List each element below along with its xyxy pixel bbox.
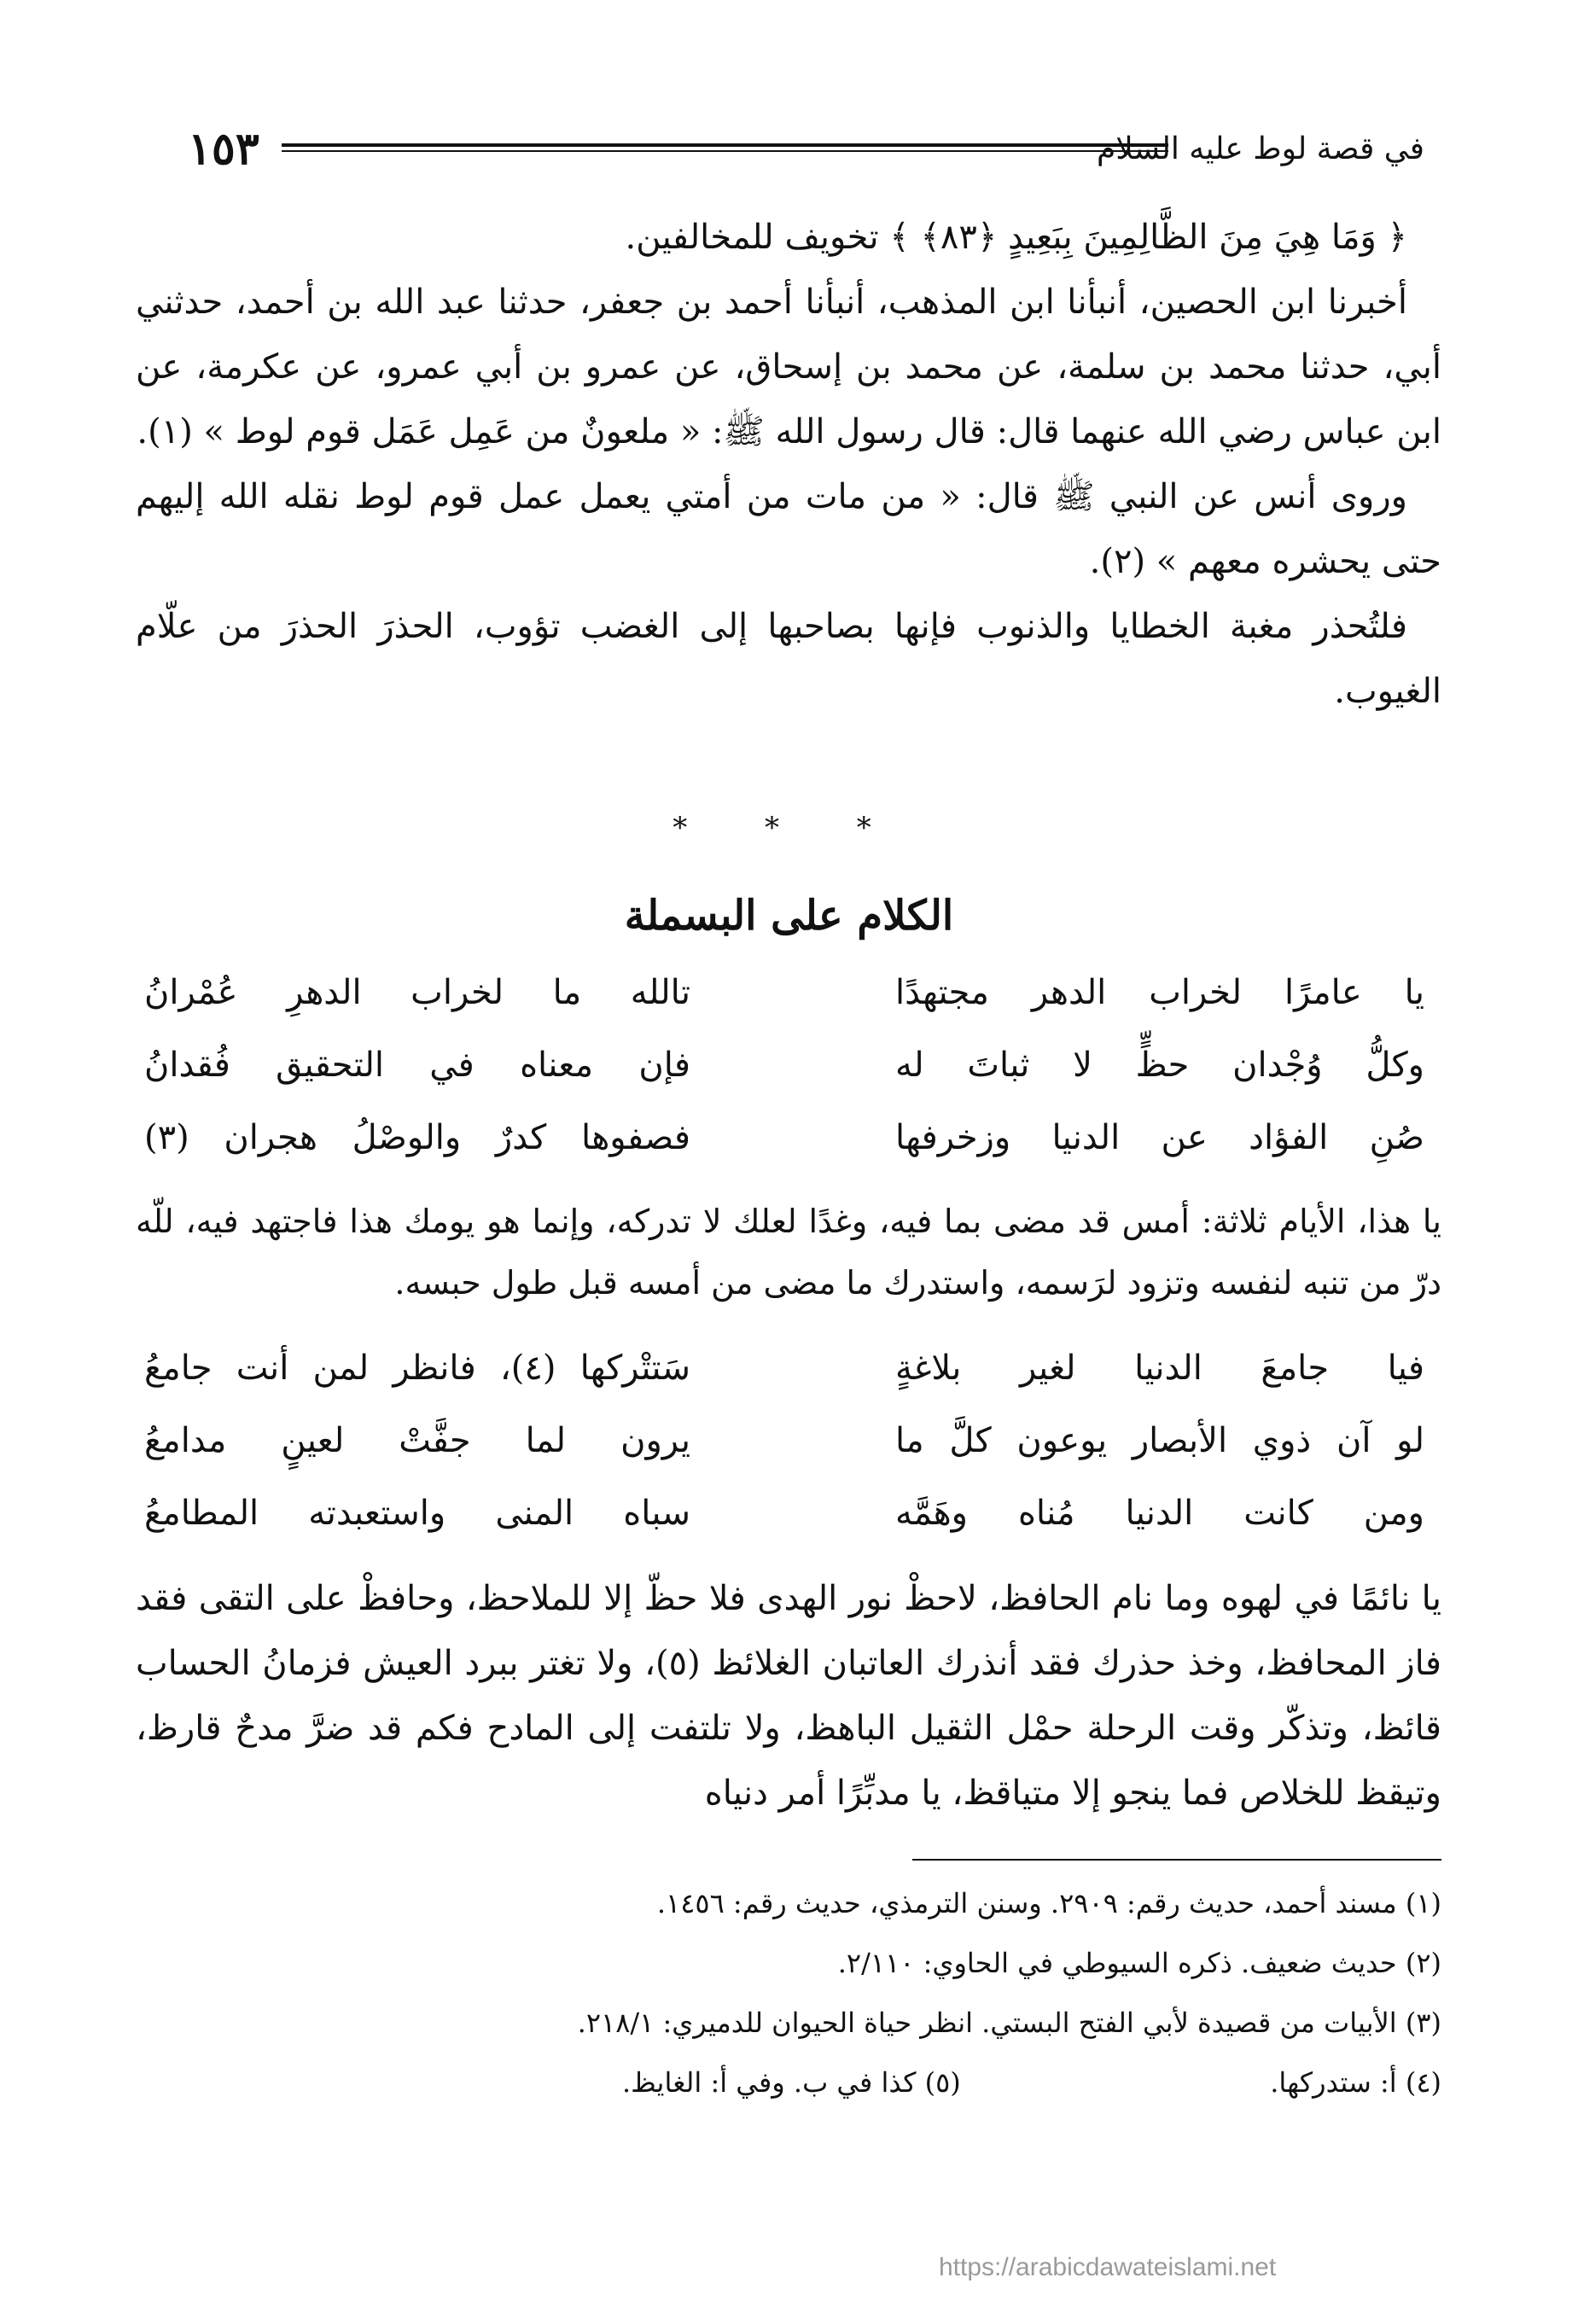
section-separator: * * *: [673, 811, 905, 845]
footnote-2: (٢) حديث ضعيف. ذكره السيوطي في الحاوي: ٢/١١٠.: [837, 1947, 1441, 1979]
verse-first-hemistich: صُنِ الفؤاد عن الدنيا وزخرفها: [895, 1118, 1424, 1157]
verse-line: [144, 973, 1424, 1041]
verse-second-hemistich: تالله ما لخراب الدهرِ عُمْرانُ: [144, 973, 690, 1012]
verse-second-hemistich: سَتتْركها (٤)، فانظر لمن أنت جامعُ: [144, 1348, 690, 1388]
page-header: [188, 123, 1424, 179]
verse-second-hemistich: سباه المنى واستعبدته المطامعُ: [144, 1494, 690, 1533]
hadith-chain-paragraph: أخبرنا ابن الحصين، أنبأنا ابن المذهب، أنبأنا أحمد بن جعفر، حدثنا عبد الله بن أحمد، حدثني أبي، حدثنا محمد بن سلمة، عن محمد بن إسحاق، عن عمرو بن أبي عمرو، عن عكرمة، عن ابن عباس رضي الله عنهما قال: قال رسول الله ﷺ: « ملعونٌ من عَمِل عَمَل قوم لوط » (١).: [136, 282, 1441, 451]
verse-first-hemistich: فيا جامعَ الدنيا لغير بلاغةٍ: [895, 1348, 1424, 1388]
verse-first-hemistich: يا عامرًا لخراب الدهر مجتهدًا: [895, 973, 1424, 1012]
text-block-bottom: [136, 1566, 1441, 1826]
text-block-top: [136, 205, 1441, 724]
verse-line: [144, 1421, 1424, 1489]
verse-first-hemistich: وكلُّ وُجْدان حظٍّ لا ثباتَ له: [895, 1046, 1424, 1085]
verse-second-hemistich: فصفوها كدرٌ والوصْلُ هجران (٣): [144, 1118, 690, 1157]
verse-first-hemistich: لو آن ذوي الأبصار يوعون كلَّ ما: [895, 1421, 1424, 1460]
verse-line: [144, 1348, 1424, 1417]
sleeper-paragraph: يا نائمًا في لهوه وما نام الحافظ، لاحظْ نور الهدى فلا حظّ إلا للملاحظ، وحافظْ على التقى فقد فاز المحافظ، وخذ حذرك فقد أنذرك العاتبان الغلائظ (٥)، ولا تغتر ببرد العيش فزمانُ الحساب قائظ، وتذكّر وقت الرحلة حمْل الثقيل الباهظ، ولا تلتفت إلى المادح فكم قد ضرَّ مدحٌ قارظ، وتيقظ للخلاص فما ينجو إلا متياقظ، يا مدبِّرًا أمر دنياه: [136, 1579, 1441, 1813]
verse-first-hemistich: ومن كانت الدنيا مُناه وهَمَّه: [895, 1494, 1424, 1533]
verse-second-hemistich: يرون لما جفَّتْ لعينٍ مدامعُ: [144, 1421, 690, 1460]
footnote-4: (٤) أ: ستدركها.: [1270, 2066, 1441, 2099]
verse-line: [144, 1118, 1424, 1186]
footnotes: [144, 1873, 1441, 2112]
anas-hadith-paragraph: وروى أنس عن النبي ﷺ قال: « من مات من أمتي يعمل عمل قوم لوط نقله الله إليهم حتى يحشره معهم » (٢).: [136, 477, 1441, 581]
warning-paragraph: فلتُحذر مغبة الخطايا والذنوب فإنها بصاحبها إلى الغضب تؤوب، الحذرَ الحذرَ من علّام الغيوب.: [136, 607, 1441, 711]
section-heading: الكلام على البسملة: [624, 892, 954, 940]
three-days-paragraph: يا هذا، الأيام ثلاثة: أمس قد مضى بما فيه، وغدًا لعلك لا تدركه، وإنما هو يومك هذا فاجتهد فيه، للّه درّ من تنبه لنفسه وتزود لرَسمه، واستدرك ما مضى من أمسه قبل طول حبسه.: [136, 1203, 1441, 1302]
page-number: ١٥٣: [188, 123, 259, 175]
verse-line: [144, 1046, 1424, 1114]
verse-second-hemistich: فإن معناه في التحقيق فُقدانُ: [144, 1046, 690, 1085]
running-title: في قصة لوط عليه السلام: [1097, 131, 1424, 166]
footnote-1: (١) مسند أحمد، حديث رقم: ٢٩٠٩. وسنن الترمذي، حديث رقم: ١٤٥٦.: [656, 1887, 1441, 1919]
footnote-3: (٣) الأبيات من قصيدة لأبي الفتح البستي. انظر حياة الحيوان للدميري: ٢١٨/١.: [577, 2007, 1441, 2039]
footnote-rule: [912, 1859, 1441, 1861]
watermark-url: https://arabicdawateislami.net: [939, 2253, 1277, 2281]
text-block-middle: [136, 1191, 1441, 1313]
footnote-row-4-5: [144, 2053, 1441, 2112]
quran-verse-paragraph: ﴿ وَمَا هِيَ مِنَ الظَّالِمِينَ بِبَعِيدٍ ﴿٨٣﴾ ﴾ تخويف للمخالفين.: [625, 218, 1407, 257]
header-rule: [282, 143, 1168, 152]
verse-line: [144, 1494, 1424, 1562]
footnote-5: (٥) كذا في ب. وفي أ: الغايظ.: [622, 2066, 961, 2099]
